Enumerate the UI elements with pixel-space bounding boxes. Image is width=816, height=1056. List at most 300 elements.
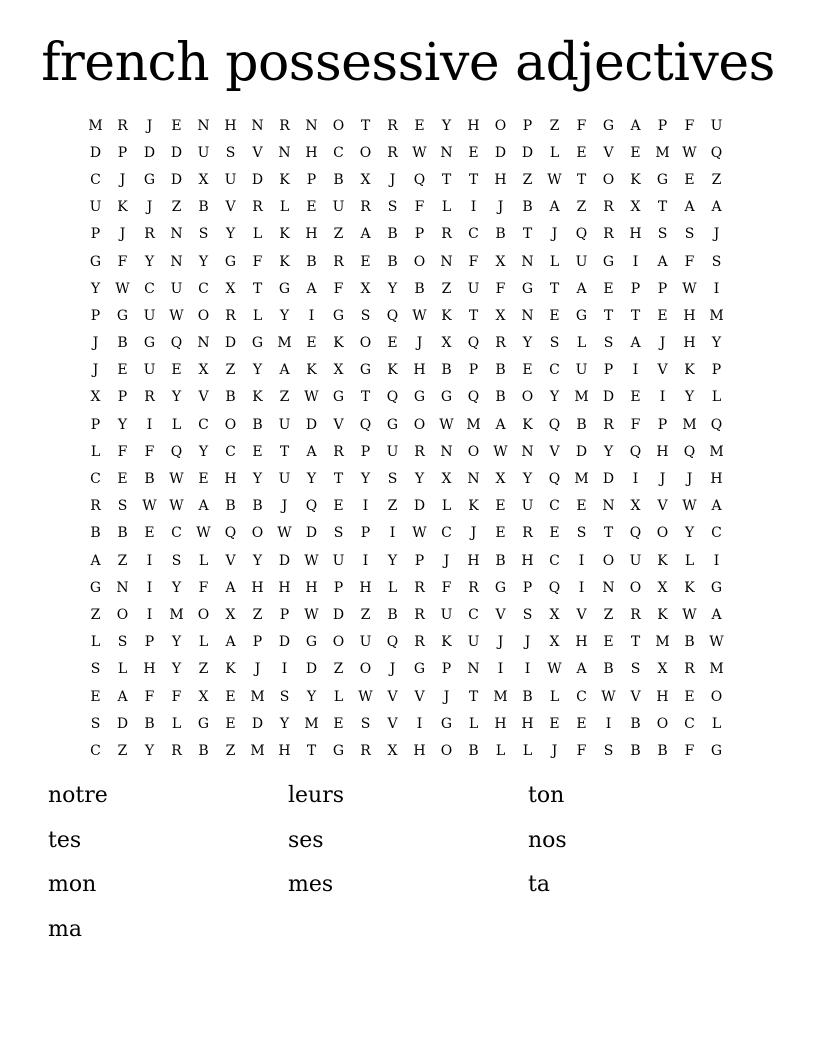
grid-letter: I	[578, 552, 585, 569]
grid-letter: K	[441, 307, 452, 324]
grid-letter: V	[333, 416, 344, 433]
grid-letter: M	[169, 606, 184, 623]
grid-letter: F	[414, 199, 425, 216]
grid-letter: T	[630, 307, 641, 324]
grid-letter: K	[279, 253, 290, 270]
grid-letter: G	[413, 661, 426, 678]
grid-letter: R	[414, 606, 425, 623]
grid-letter: U	[143, 307, 156, 324]
grid-letter: I	[605, 715, 612, 732]
grid-letter: H	[305, 144, 318, 161]
grid-letter: W	[277, 525, 292, 542]
grid-letter: E	[333, 498, 344, 515]
grid-letter: D	[413, 498, 426, 515]
grid-letter: O	[413, 253, 426, 270]
grid-letter: Q	[386, 634, 399, 651]
grid-letter: H	[413, 362, 426, 379]
grid-letter: H	[305, 579, 318, 596]
grid-letter: I	[659, 389, 666, 406]
grid-letter: C	[171, 525, 182, 542]
grid-letter: E	[198, 471, 209, 488]
grid-letter: U	[359, 634, 372, 651]
grid-letter: M	[466, 416, 481, 433]
grid-letter: D	[494, 144, 507, 161]
grid-letter: L	[171, 416, 182, 433]
grid-letter: Y	[684, 525, 695, 542]
grid-letter: B	[90, 525, 101, 542]
grid-letter: H	[224, 471, 237, 488]
grid-letter: G	[602, 117, 615, 134]
grid-letter: D	[278, 552, 291, 569]
grid-letter: M	[250, 742, 265, 759]
grid-letter: Y	[144, 253, 155, 270]
grid-letter: S	[711, 253, 722, 270]
grid-letter: J	[659, 471, 666, 488]
grid-letter: Q	[548, 416, 561, 433]
grid-letter: Z	[90, 606, 101, 623]
grid-letter: L	[522, 742, 533, 759]
grid-letter: I	[470, 199, 477, 216]
grid-letter: O	[710, 688, 723, 705]
grid-letter: X	[225, 280, 236, 297]
grid-letter: X	[360, 280, 371, 297]
grid-letter: Y	[198, 253, 209, 270]
grid-letter: A	[117, 688, 128, 705]
grid-letter: Y	[306, 688, 317, 705]
grid-letter: V	[387, 688, 398, 705]
grid-letter: G	[332, 742, 345, 759]
grid-letter: G	[332, 307, 345, 324]
grid-letter: Y	[684, 389, 695, 406]
grid-letter: H	[656, 443, 669, 460]
grid-letter: U	[710, 117, 723, 134]
grid-letter: D	[305, 525, 318, 542]
grid-letter: J	[551, 226, 558, 243]
grid-letter: O	[521, 389, 534, 406]
grid-letter: D	[89, 144, 102, 161]
grid-letter: G	[656, 171, 669, 188]
grid-letter: T	[468, 307, 479, 324]
grid-letter: E	[495, 498, 506, 515]
grid-letter: U	[278, 416, 291, 433]
grid-letter: R	[117, 117, 128, 134]
grid-letter: O	[197, 307, 210, 324]
grid-letter: F	[252, 253, 263, 270]
grid-letter: G	[521, 280, 534, 297]
grid-letter: C	[90, 471, 101, 488]
grid-letter: M	[88, 117, 103, 134]
grid-letter: B	[576, 416, 587, 433]
grid-letter: P	[414, 552, 425, 569]
grid-letter: R	[387, 117, 398, 134]
grid-letter: M	[709, 443, 724, 460]
grid-letter: R	[603, 199, 614, 216]
grid-letter: T	[603, 525, 614, 542]
grid-letter: C	[90, 742, 101, 759]
grid-letter: P	[522, 579, 533, 596]
grid-letter: K	[279, 171, 290, 188]
grid-letter: Z	[549, 117, 560, 134]
grid-letter: Z	[441, 280, 452, 297]
grid-letter: X	[549, 634, 560, 651]
grid-letter: S	[171, 552, 182, 569]
grid-letter: Y	[171, 634, 182, 651]
grid-letter: Z	[360, 606, 371, 623]
grid-letter: F	[144, 688, 155, 705]
grid-letter: B	[387, 253, 398, 270]
grid-letter: Q	[413, 171, 426, 188]
grid-letter: B	[468, 742, 479, 759]
grid-letter: E	[522, 362, 533, 379]
grid-letter: Q	[710, 144, 723, 161]
grid-letter: X	[657, 579, 668, 596]
grid-letter: A	[360, 226, 371, 243]
grid-letter: H	[251, 579, 264, 596]
grid-letter: D	[170, 171, 183, 188]
grid-letter: Q	[359, 416, 372, 433]
grid-letter: J	[524, 634, 531, 651]
grid-letter: O	[467, 443, 480, 460]
grid-letter: W	[115, 280, 130, 297]
grid-letter: M	[304, 715, 319, 732]
grid-letter: Y	[522, 471, 533, 488]
grid-letter: R	[495, 335, 506, 352]
grid-letter: U	[467, 280, 480, 297]
grid-letter: E	[576, 715, 587, 732]
grid-letter: J	[92, 362, 99, 379]
grid-letter: R	[171, 742, 182, 759]
grid-letter: F	[117, 253, 128, 270]
grid-letter: V	[576, 606, 587, 623]
grid-letter: L	[90, 443, 101, 460]
grid-letter: S	[90, 715, 101, 732]
grid-letter: W	[412, 144, 427, 161]
grid-letter: I	[146, 579, 153, 596]
grid-letter: C	[576, 688, 587, 705]
grid-letter: Y	[387, 552, 398, 569]
grid-letter: X	[495, 253, 506, 270]
grid-letter: G	[602, 253, 615, 270]
grid-letter: J	[416, 335, 423, 352]
grid-letter: W	[169, 471, 184, 488]
grid-letter: E	[576, 498, 587, 515]
grid-letter: D	[251, 715, 264, 732]
grid-letter: B	[252, 416, 263, 433]
grid-letter: O	[440, 742, 453, 759]
grid-letter: H	[656, 688, 669, 705]
grid-letter: M	[277, 335, 292, 352]
grid-letter: N	[467, 471, 480, 488]
grid-letter: K	[684, 362, 695, 379]
grid-letter: F	[576, 742, 587, 759]
grid-letter: S	[360, 715, 371, 732]
grid-letter: R	[360, 742, 371, 759]
grid-letter: L	[90, 634, 101, 651]
grid-letter: H	[359, 579, 372, 596]
grid-letter: C	[468, 226, 479, 243]
grid-letter: X	[657, 661, 668, 678]
grid-letter: D	[143, 144, 156, 161]
grid-letter: V	[657, 498, 668, 515]
grid-letter: G	[143, 335, 156, 352]
grid-letter: P	[441, 661, 452, 678]
word-list-item: leurs	[288, 783, 345, 808]
grid-letter: P	[360, 443, 371, 460]
grid-letter: P	[711, 362, 722, 379]
grid-letter: D	[170, 144, 183, 161]
grid-letter: X	[225, 606, 236, 623]
grid-letter: L	[441, 498, 452, 515]
grid-letter: F	[576, 117, 587, 134]
grid-letter: X	[198, 171, 209, 188]
grid-letter: E	[360, 253, 371, 270]
grid-letter: Y	[252, 471, 263, 488]
grid-letter: P	[657, 416, 668, 433]
puzzle-title: french possessive adjectives	[41, 33, 775, 93]
grid-letter: S	[225, 144, 236, 161]
grid-letter: X	[495, 307, 506, 324]
grid-letter: R	[414, 634, 425, 651]
grid-letter: S	[603, 742, 614, 759]
grid-letter: E	[549, 525, 560, 542]
grid-letter: C	[144, 280, 155, 297]
grid-letter: R	[414, 443, 425, 460]
grid-letter: Y	[711, 335, 722, 352]
grid-letter: V	[387, 715, 398, 732]
grid-letter: K	[252, 389, 263, 406]
grid-letter: T	[603, 307, 614, 324]
grid-letter: M	[574, 471, 589, 488]
grid-letter: G	[89, 253, 102, 270]
grid-letter: G	[143, 171, 156, 188]
grid-letter: L	[252, 226, 263, 243]
grid-letter: W	[709, 634, 724, 651]
grid-letter: S	[522, 606, 533, 623]
grid-letter: V	[549, 443, 560, 460]
grid-letter: H	[467, 117, 480, 134]
grid-letter: U	[89, 199, 102, 216]
grid-letter: B	[441, 362, 452, 379]
grid-letter: J	[443, 552, 450, 569]
grid-letter: K	[279, 226, 290, 243]
grid-letter: J	[686, 471, 693, 488]
grid-letter: Y	[549, 389, 560, 406]
grid-letter: Q	[170, 443, 183, 460]
grid-letter: U	[143, 362, 156, 379]
grid-letter: R	[630, 606, 641, 623]
grid-letter: P	[279, 606, 290, 623]
grid-letter: Q	[629, 525, 642, 542]
grid-letter: I	[308, 307, 315, 324]
grid-letter: R	[279, 117, 290, 134]
grid-letter: B	[522, 688, 533, 705]
grid-letter: W	[682, 498, 697, 515]
grid-letter: G	[494, 579, 507, 596]
grid-letter: W	[412, 525, 427, 542]
grid-letter: J	[254, 661, 261, 678]
grid-letter: N	[305, 117, 318, 134]
grid-letter: D	[116, 715, 129, 732]
grid-letter: H	[413, 742, 426, 759]
grid-letter: Q	[710, 416, 723, 433]
grid-letter: E	[549, 307, 560, 324]
grid-letter: T	[468, 171, 479, 188]
grid-letter: G	[359, 362, 372, 379]
grid-letter: X	[360, 171, 371, 188]
grid-letter: E	[171, 362, 182, 379]
grid-letter: F	[144, 443, 155, 460]
word-list-item: nos	[528, 827, 567, 853]
grid-letter: F	[441, 579, 452, 596]
grid-letter: A	[225, 579, 236, 596]
grid-letter: N	[278, 144, 291, 161]
grid-letter: Y	[306, 471, 317, 488]
grid-letter: E	[603, 634, 614, 651]
grid-letter: B	[225, 498, 236, 515]
grid-letter: O	[602, 171, 615, 188]
grid-letter: A	[306, 280, 317, 297]
grid-letter: E	[630, 389, 641, 406]
grid-letter: G	[386, 416, 399, 433]
grid-letter: L	[198, 634, 209, 651]
grid-letter: W	[304, 606, 319, 623]
grid-letter: Q	[224, 525, 237, 542]
grid-letter: V	[225, 552, 236, 569]
grid-letter: S	[549, 335, 560, 352]
grid-letter: T	[549, 280, 560, 297]
grid-letter: P	[657, 280, 668, 297]
grid-letter: O	[332, 634, 345, 651]
grid-letter: Y	[90, 280, 101, 297]
grid-letter: L	[279, 199, 290, 216]
grid-letter: P	[90, 416, 101, 433]
grid-letter: P	[90, 307, 101, 324]
grid-letter: B	[495, 226, 506, 243]
grid-letter: U	[197, 144, 210, 161]
grid-letter: O	[629, 579, 642, 596]
grid-letter: K	[630, 171, 641, 188]
grid-letter: T	[468, 688, 479, 705]
grid-letter: S	[279, 688, 290, 705]
grid-letter: G	[575, 307, 588, 324]
grid-letter: P	[603, 362, 614, 379]
grid-letter: J	[92, 335, 99, 352]
grid-letter: J	[443, 688, 450, 705]
grid-letter: K	[441, 634, 452, 651]
grid-letter: E	[225, 715, 236, 732]
grid-letter: D	[332, 606, 345, 623]
grid-letter: X	[630, 498, 641, 515]
grid-letter: U	[170, 280, 183, 297]
grid-letter: W	[196, 525, 211, 542]
grid-letter: G	[89, 579, 102, 596]
grid-letter: E	[252, 443, 263, 460]
grid-letter: O	[359, 661, 372, 678]
grid-letter: H	[575, 634, 588, 651]
grid-letter: A	[630, 335, 641, 352]
grid-letter: E	[387, 335, 398, 352]
grid-letter: N	[440, 144, 453, 161]
grid-letter: Y	[171, 389, 182, 406]
grid-letter: C	[90, 171, 101, 188]
grid-letter: M	[682, 416, 697, 433]
grid-letter: I	[497, 661, 504, 678]
grid-letter: O	[494, 117, 507, 134]
grid-letter: K	[306, 362, 317, 379]
grid-letter: D	[224, 335, 237, 352]
grid-letter: M	[655, 634, 670, 651]
grid-letter: C	[549, 498, 560, 515]
grid-letter: Y	[252, 552, 263, 569]
grid-letter: I	[362, 552, 369, 569]
grid-letter: W	[682, 280, 697, 297]
grid-letter: T	[279, 443, 290, 460]
grid-letter: H	[521, 552, 534, 569]
grid-letter: N	[521, 307, 534, 324]
grid-letter: K	[468, 498, 479, 515]
grid-letter: H	[467, 552, 480, 569]
grid-letter: D	[575, 443, 588, 460]
grid-letter: C	[198, 280, 209, 297]
grid-letter: X	[90, 389, 101, 406]
grid-letter: A	[90, 552, 101, 569]
grid-letter: I	[632, 362, 639, 379]
grid-letter: Q	[170, 335, 183, 352]
grid-letter: K	[225, 661, 236, 678]
grid-letter: O	[359, 335, 372, 352]
grid-letter: R	[333, 253, 344, 270]
grid-letter: Q	[629, 443, 642, 460]
grid-letter: U	[224, 171, 237, 188]
grid-letter: F	[495, 280, 506, 297]
grid-letter: N	[251, 117, 264, 134]
grid-letter: T	[630, 634, 641, 651]
grid-letter: V	[603, 144, 614, 161]
grid-letter: N	[440, 253, 453, 270]
grid-letter: R	[387, 144, 398, 161]
grid-letter: G	[224, 253, 237, 270]
grid-letter: T	[657, 199, 668, 216]
grid-letter: A	[306, 443, 317, 460]
grid-letter: D	[602, 471, 615, 488]
grid-letter: Z	[711, 171, 722, 188]
grid-letter: T	[576, 171, 587, 188]
grid-letter: E	[684, 171, 695, 188]
grid-letter: K	[117, 199, 128, 216]
grid-letter: R	[360, 199, 371, 216]
grid-letter: Y	[198, 443, 209, 460]
grid-letter: N	[197, 117, 210, 134]
grid-letter: A	[495, 416, 506, 433]
grid-letter: G	[305, 634, 318, 651]
grid-letter: W	[412, 307, 427, 324]
grid-letter: X	[495, 471, 506, 488]
grid-letter: H	[683, 307, 696, 324]
word-list	[48, 780, 768, 958]
grid-letter: E	[117, 471, 128, 488]
grid-letter: N	[602, 498, 615, 515]
grid-letter: I	[632, 253, 639, 270]
grid-letter: B	[495, 389, 506, 406]
grid-letter: H	[710, 471, 723, 488]
grid-letter: S	[117, 634, 128, 651]
grid-letter: L	[711, 715, 722, 732]
grid-letter: X	[441, 335, 452, 352]
grid-letter: J	[146, 117, 153, 134]
grid-letter: I	[632, 471, 639, 488]
grid-letter: P	[117, 389, 128, 406]
grid-letter: I	[146, 606, 153, 623]
